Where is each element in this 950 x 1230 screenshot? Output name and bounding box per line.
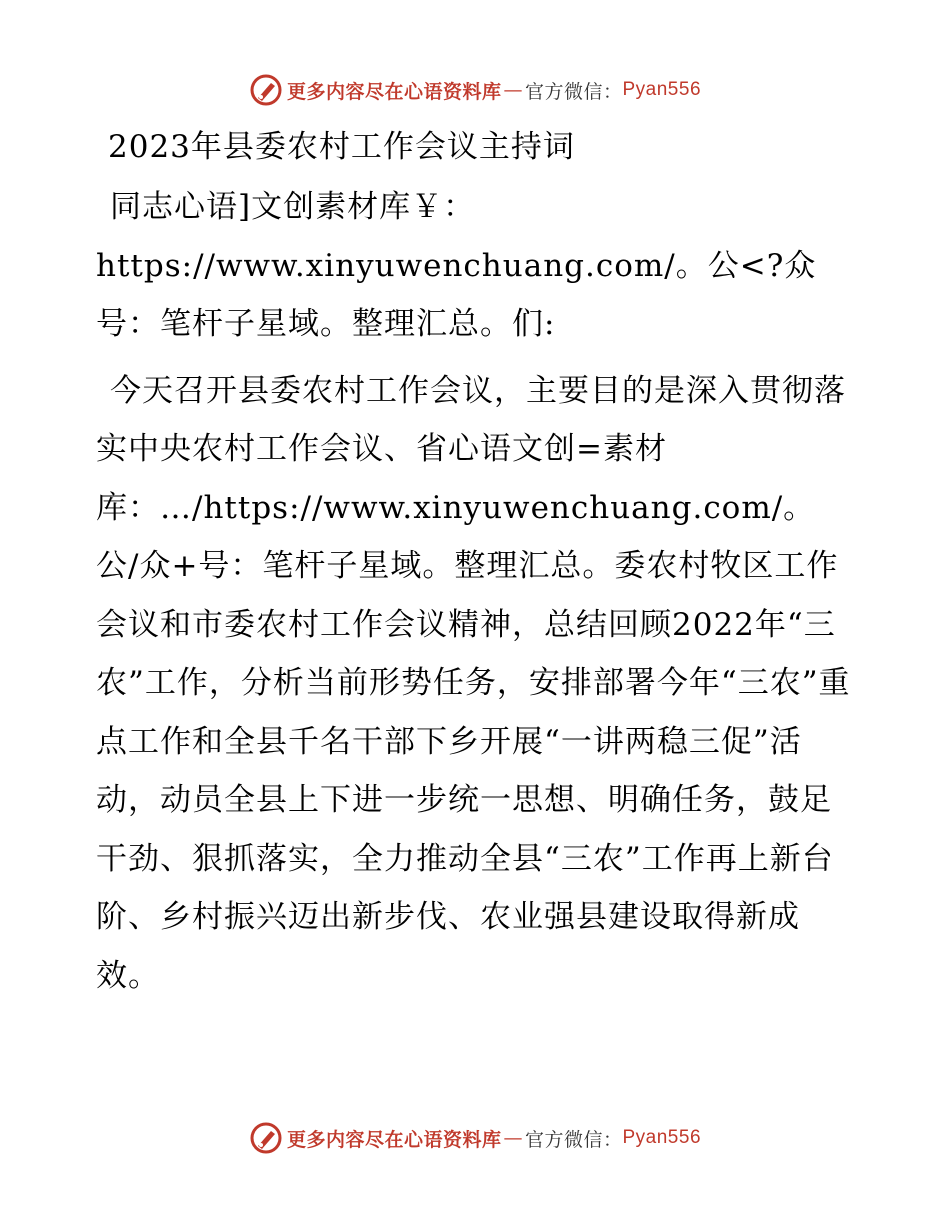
paragraph-opening-text: 今天召开县委农村工作会议，主要目的是深入贯彻落实中央农村工作会议、省心语文创=素材库：…/https://www.xinyuwenchuang.com/。公/众+号：笔杆子星域。整理汇总。委农村牧区工作会议和市委农村工作会议精神，总结回顾2022年“三农”工作，分析当前形势任务，安排部署今年“三农”重点工作和全县千名干部下乡开展“一讲两稳三促”活动，动员全县上下进一步统一思想、明确任务，鼓足干劲、狠抓落实，全力推动全县“三农”工作再上新台阶、乡村振兴迈出新步伐、农业强县建设取得新成效。 [96,372,851,994]
watermark-wechat-id: Pyan556 [622,1127,702,1148]
header-watermark [0,70,950,110]
watermark-dash: — [503,1127,523,1149]
pen-logo-icon [249,73,283,107]
watermark-wechat-id: Pyan556 [622,79,702,100]
pen-logo-icon [249,1121,283,1155]
document-body [96,118,856,1005]
watermark-wechat-label: 官方微信： [524,1128,623,1151]
document-title: 2023年县委农村工作会议主持词 [108,129,575,165]
paragraph-greeting [96,178,856,354]
paragraph-opening [96,362,856,1006]
watermark-wechat-label: 官方微信： [524,80,623,103]
watermark-text: 更多内容尽在心语资料库 [286,80,502,103]
paragraph-greeting-text: 同志心语]文创素材库￥：https://www.xinyuwenchuang.com/。公<?众号：笔杆子星域。整理汇总。们: [96,189,817,342]
footer-watermark [0,1118,950,1158]
watermark-dash: — [503,79,523,101]
watermark-text: 更多内容尽在心语资料库 [286,1128,502,1151]
